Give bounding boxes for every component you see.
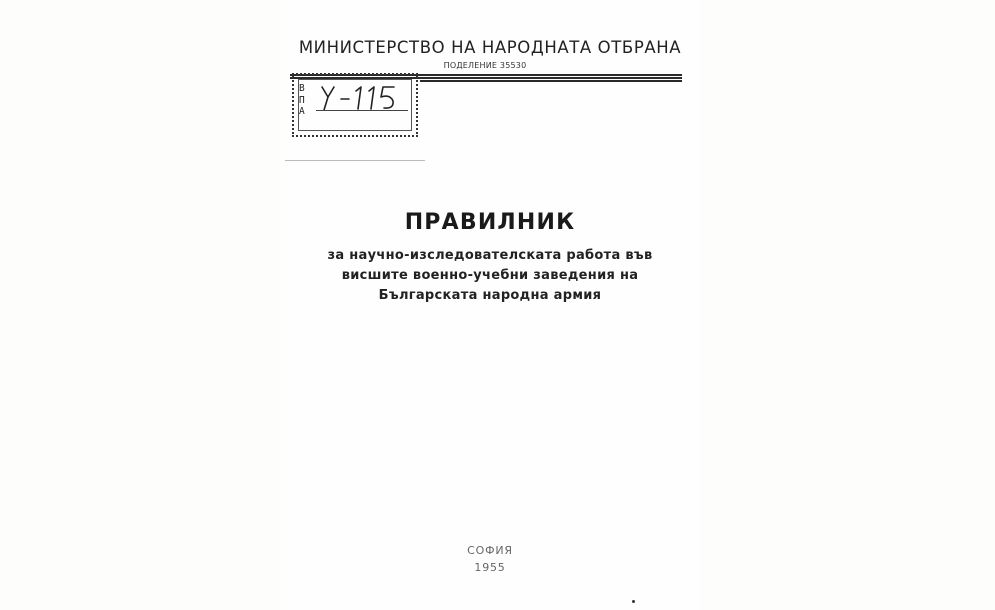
imprint-year: 1955 <box>474 561 506 574</box>
division-number: ПОДЕЛЕНИЕ 35530 <box>443 61 527 70</box>
archive-stamp <box>292 73 418 137</box>
stamp-letter: П <box>299 94 305 106</box>
stamp-letter: А <box>299 106 305 117</box>
imprint-city: СОФИЯ <box>467 544 513 557</box>
document-title: ПРАВИЛНИК <box>404 210 576 235</box>
handwritten-number <box>314 77 414 117</box>
document-subtitle <box>290 246 690 306</box>
ministry-heading: МИНИСТЕРСТВО НА НАРОДНАТА ОТБРАНА <box>298 38 682 57</box>
header-rule <box>420 80 682 82</box>
subtitle-line: за научно-изследователската работа във <box>327 248 653 263</box>
subtitle-line: висшите военно-учебни заведения на <box>341 268 639 283</box>
scan-speck <box>632 600 635 603</box>
stamp-letters <box>299 83 311 118</box>
stamp-letter: В <box>299 83 305 94</box>
subtitle-line: Българската народна армия <box>378 288 602 303</box>
scan-mark <box>285 160 425 161</box>
stamp-line <box>316 110 408 111</box>
